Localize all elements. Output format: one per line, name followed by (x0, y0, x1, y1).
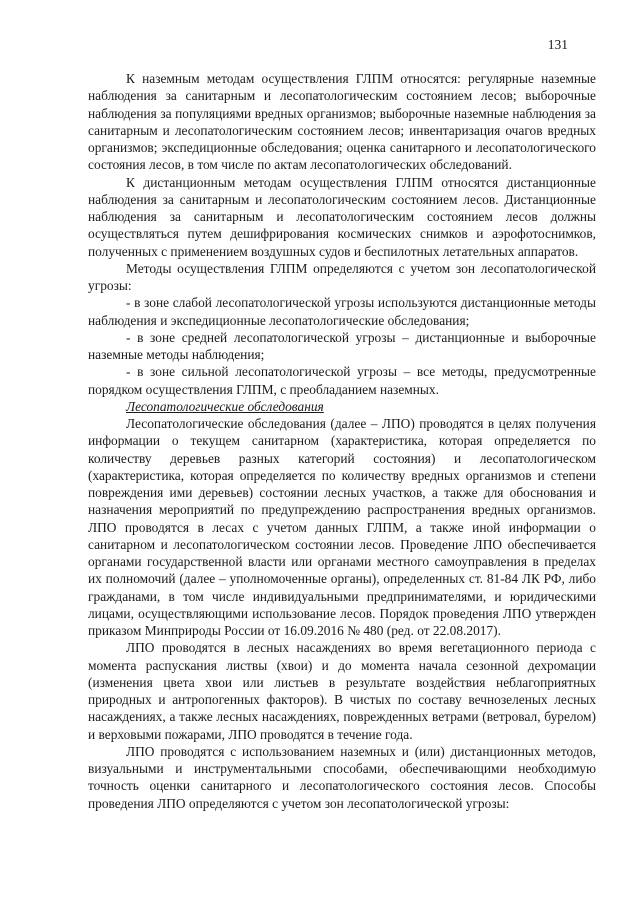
paragraph-remote-methods: К дистанционным методам осуществления ГЛПМ относятся дистанционные наблюдения за санитарным и лесопатологическим состоянием лесов. Дистанционные наблюдения за санитарным и лесопатологическим состоянием лесов должны осуществляться путем дешифрирования космических снимков и аэрофотоснимков, полученных с применением воздушных судов и беспилотных летательных аппаратов. (88, 174, 596, 259)
paragraph-lpo-definition: Лесопатологические обследования (далее – ЛПО) проводятся в целях получения информации о текущем санитарном (характеристика, которая определяется по количеству деревьев разных категорий состояния) и лесопатологическом (характеристика, которая определяется по количеству вредных организмов и степени повреждения ими деревьев) состоянии лесных участков, а также для обоснования и назначения мероприятий по предупреждению распространения вредных организмов. ЛПО проводятся в лесах с учетом данных ГЛПМ, а также иной информации о санитарном и лесопатологическом состоянии лесов. Проведение ЛПО обеспечивается органами государственной власти или органами местного самоуправления в пределах их полномочий (далее – уполномоченные органы), определенных ст. 81-84 ЛК РФ, либо гражданами, в том числе индивидуальными предпринимателями, и юридическими лицами, осуществляющими использование лесов. Порядок проведения ЛПО утвержден приказом Минприроды России от 16.09.2016 № 480 (ред. от 22.08.2017). (88, 416, 596, 638)
section-heading-text: Лесопатологические обследования (126, 398, 324, 414)
paragraph-lpo-timing: ЛПО проводятся в лесных насаждениях во время вегетационного периода с момента распускания листвы (хвои) и до момента начала сезонной дехромации (изменения цвета хвои или листьев в результате воздействия неблагоприятных природных и антропогенных факторов). В чистых по составу вечнозеленых лесных насаждениях, а также лесных насаждениях, поврежденных ветрами (ветровал, бурелом) и верховыми пожарами, ЛПО проводятся в течение года. (88, 640, 596, 742)
paragraph-threat-zones-intro: Методы осуществления ГЛПМ определяются с учетом зон лесопатологической угрозы: (88, 260, 596, 293)
paragraph-ground-methods: К наземным методам осуществления ГЛПМ относятся: регулярные наземные наблюдения за санитарным и лесопатологическим состоянием лесов; выборочные наблюдения за популяциями вредных организмов; выборочные наземные наблюдения за санитарным и лесопатологическим состоянием лесов; инвентаризация очагов вредных организмов; экспедиционные обследования; оценка санитарного и лесопатологического состояния лесов, в том числе по актам лесопатологических обследований. (88, 71, 596, 173)
list-item-weak-threat: - в зоне слабой лесопатологической угрозы используются дистанционные методы наблюдения и экспедиционные лесопатологические обследования; (88, 295, 596, 328)
document-body (88, 70, 596, 812)
page-number: 131 (547, 37, 568, 52)
list-item-medium-threat: - в зоне средней лесопатологической угрозы – дистанционные и выборочные наземные методы наблюдения; (88, 329, 596, 362)
section-heading (88, 398, 596, 415)
list-item-strong-threat: - в зоне сильной лесопатологической угрозы – все методы, предусмотренные порядком осуществления ГЛПМ, с преобладанием наземных. (88, 364, 596, 397)
paragraph-lpo-methods: ЛПО проводятся с использованием наземных и (или) дистанционных методов, визуальными и инструментальными способами, обеспечивающими необходимую точность оценки санитарного и лесопатологического состояния лесов. Способы проведения ЛПО определяются с учетом зон лесопатологической угрозы: (88, 743, 596, 811)
